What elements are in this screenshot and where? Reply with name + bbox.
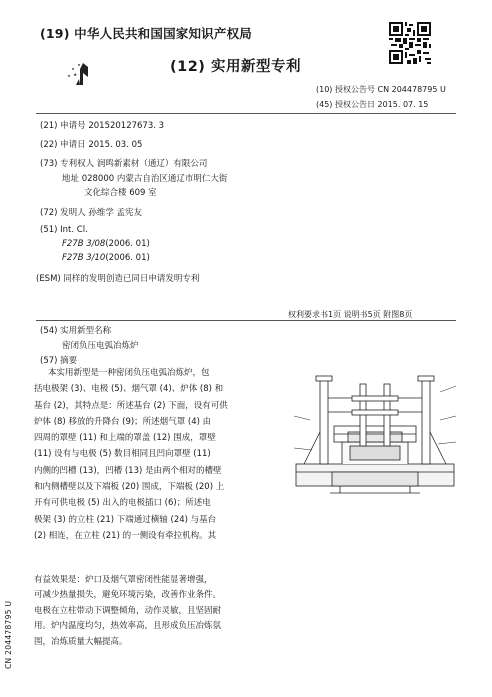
- ipc-code: F27B 3/08: [62, 239, 106, 249]
- issuing-office: (19) 中华人民共和国国家知识产权局: [40, 26, 252, 41]
- utility-model-title: 密闭负压电弧冶炼炉: [62, 341, 139, 351]
- int-cl-label: (51) Int. Cl.: [40, 225, 88, 235]
- title-label: (54) 实用新型名称: [40, 326, 112, 336]
- abstract-line: 用。炉内温度均匀，热效率高，且形成负压冶炼氛: [34, 621, 222, 632]
- abstract-label: (57) 摘要: [40, 356, 78, 366]
- side-publication-code: CN 204478795 U: [4, 600, 13, 669]
- address-line-2: 文化综合楼 609 室: [84, 188, 157, 198]
- publication-number: (10) 授权公告号 CN 204478795 U: [316, 85, 446, 94]
- application-date: (22) 申请日 2015. 03. 05: [40, 140, 143, 150]
- publication-date: (45) 授权公告日 2015. 07. 15: [316, 100, 429, 109]
- abstract-line: 内侧的凹槽 (13)，凹槽 (13) 是由两个相对的槽壁: [34, 465, 222, 476]
- inventors: (72) 发明人 孙维学 孟宪友: [40, 208, 143, 218]
- abstract-line: 可减少热量损失，避免环境污染，改善作业条件。: [34, 590, 222, 601]
- abstract-text: [34, 365, 228, 544]
- ipc-year: (2006. 01): [105, 253, 150, 263]
- furnace-figure-icon: [290, 372, 460, 497]
- abstract-line: 括电极架 (3)、电极 (5)、烟气罩 (4)、炉体 (8) 和: [34, 384, 224, 395]
- abstract-line: (2) 相连，在立柱 (21) 的一侧设有牵拉机构。其: [34, 530, 217, 541]
- abstract-line: 电极在立柱带动下调整倾角，动作灵敏，且坚固耐: [34, 605, 222, 616]
- address-line-1: 地址 028000 内蒙古自治区通辽市明仁大街: [62, 174, 228, 184]
- abstract-line: 有益效果是：炉口及烟气罩密闭性能显著增强，: [34, 575, 213, 585]
- abstract-line: 炉体 (8) 移放的升降台 (9)；所述烟气罩 (4) 由: [34, 416, 212, 427]
- abstract-text-continued: [34, 573, 260, 650]
- application-number: (21) 申请号 201520127673. 3: [40, 121, 165, 131]
- abstract-line: 开有可供电极 (5) 出入的电极插口 (6)；所述电: [34, 498, 211, 509]
- ipc-year: (2006. 01): [105, 239, 150, 249]
- ipc-classification-1: [62, 239, 150, 249]
- abstract-line: 和内侧槽壁以及下端板 (20) 围成，下端板 (20) 上: [34, 482, 225, 493]
- esm-note: (ESM) 同样的发明创造已同日申请发明专利: [36, 274, 200, 284]
- cnipa-logo-icon: [60, 55, 94, 89]
- abstract-line: 极架 (3) 的立柱 (21) 下端通过横轴 (24) 与基台: [34, 514, 217, 525]
- abstract-line: 四周的罩壁 (11) 和上端的罩盖 (12) 围成，罩壁: [34, 433, 216, 444]
- ipc-classification-2: [62, 253, 150, 263]
- ipc-code: F27B 3/10: [62, 253, 106, 263]
- document-type: (12) 实用新型专利: [170, 59, 301, 75]
- abstract-line: 本实用新型是一种密闭负压电弧冶炼炉，包: [48, 368, 210, 378]
- pages-info: 权利要求书1页 说明书5页 附图8页: [288, 310, 413, 319]
- abstract-line: (11) 设有与电极 (5) 数目相同且凹向罩壁 (11): [34, 449, 211, 460]
- abstract-line: 围，冶炼质量大幅提高。: [34, 636, 128, 647]
- section-divider: [36, 320, 456, 321]
- qr-code-icon: [389, 22, 431, 64]
- patentee: (73) 专利权人 润鸣新素材（通辽）有限公司: [40, 159, 208, 169]
- abstract-line: 基台 (2)，其特点是：所述基台 (2) 下面，设有可供: [34, 400, 228, 411]
- header-divider: [36, 113, 456, 114]
